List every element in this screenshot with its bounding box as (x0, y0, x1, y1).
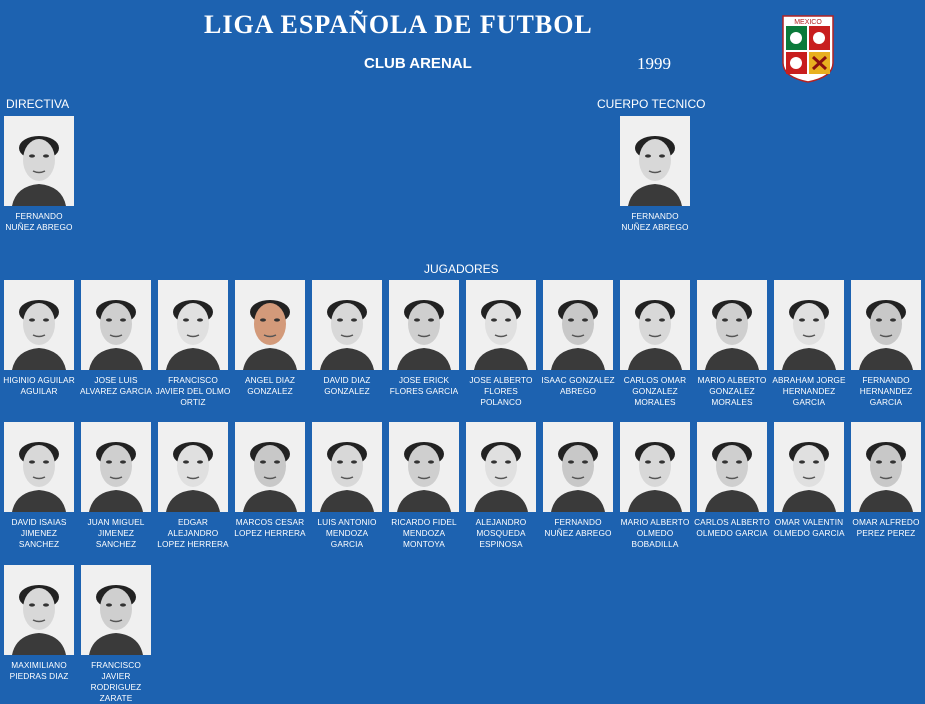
person-card (309, 280, 385, 397)
person-card (771, 280, 847, 408)
player-photo (81, 422, 151, 512)
player-photo (158, 422, 228, 512)
player-photo (851, 422, 921, 512)
person-name: MARCOS CESAR LOPEZ HERRERA (234, 517, 306, 538)
person-card (1, 116, 77, 233)
player-photo (851, 280, 921, 370)
player-photo (235, 280, 305, 370)
player-photo (81, 565, 151, 655)
player-photo (620, 116, 690, 206)
person-card (232, 280, 308, 397)
player-photo (774, 280, 844, 370)
person-name: ANGEL DIAZ GONZALEZ (244, 375, 296, 396)
player-photo (4, 565, 74, 655)
person-card (617, 116, 693, 233)
person-card (386, 422, 462, 550)
person-name: JOSE ALBERTO FLORES POLANCO (469, 375, 533, 407)
person-name: OMAR ALFREDO PEREZ PEREZ (852, 517, 920, 538)
person-name: MARIO ALBERTO OLMEDO BOBADILLA (620, 517, 690, 549)
person-card (78, 422, 154, 550)
person-name: FERNANDO NUÑEZ ABREGO (544, 517, 612, 538)
player-photo (466, 422, 536, 512)
person-name: FRANCISCO JAVIER DEL OLMO ORTIZ (155, 375, 231, 407)
person-card (155, 280, 231, 408)
player-photo (312, 422, 382, 512)
player-photo (620, 422, 690, 512)
player-photo (774, 422, 844, 512)
person-name: FERNANDO HERNANDEZ GARCIA (859, 375, 913, 407)
person-name: JOSE LUIS ALVAREZ GARCIA (79, 375, 153, 396)
player-photo (389, 280, 459, 370)
person-name: JUAN MIGUEL JIMENEZ SANCHEZ (87, 517, 145, 549)
player-photo (4, 422, 74, 512)
person-card (694, 280, 770, 408)
person-card (1, 280, 77, 397)
person-name: MAXIMILIANO PIEDRAS DIAZ (9, 660, 69, 681)
person-card (155, 422, 231, 550)
person-name: FERNANDO NUÑEZ ABREGO (621, 211, 689, 232)
player-photo (697, 280, 767, 370)
person-card (540, 280, 616, 397)
person-card (78, 565, 154, 704)
person-name: DAVID DIAZ GONZALEZ (323, 375, 371, 396)
person-card (617, 422, 693, 550)
person-name: CARLOS ALBERTO OLMEDO GARCIA (694, 517, 770, 538)
season-year: 1999 (637, 54, 671, 73)
person-card (463, 280, 539, 408)
person-card (463, 422, 539, 550)
person-card (771, 422, 847, 539)
player-photo (543, 422, 613, 512)
section-cuerpo-tecnico: CUERPO TECNICO (597, 97, 706, 111)
person-card (78, 280, 154, 397)
person-name: EDGAR ALEJANDRO LOPEZ HERRERA (157, 517, 229, 549)
section-jugadores: JUGADORES (424, 262, 499, 276)
section-directiva: DIRECTIVA (6, 97, 70, 111)
person-card (694, 422, 770, 539)
player-photo (312, 280, 382, 370)
person-name: FRANCISCO JAVIER RODRIGUEZ ZARATE (90, 660, 142, 703)
person-card (232, 422, 308, 539)
person-name: LUIS ANTONIO MENDOZA GARCIA (317, 517, 377, 549)
person-name: RICARDO FIDEL MENDOZA MONTOYA (391, 517, 457, 549)
player-photo (4, 116, 74, 206)
player-photo (466, 280, 536, 370)
person-card (848, 422, 924, 539)
person-card (1, 565, 77, 682)
player-photo (697, 422, 767, 512)
person-card (848, 280, 924, 408)
person-name: MARIO ALBERTO GONZALEZ MORALES (697, 375, 767, 407)
person-name: ABRAHAM JORGE HERNANDEZ GARCIA (772, 375, 846, 407)
person-name: FERNANDO NUÑEZ ABREGO (5, 211, 73, 232)
player-photo (543, 280, 613, 370)
person-card (1, 422, 77, 550)
page-title: LIGA ESPAÑOLA DE FUTBOL (204, 10, 593, 39)
player-photo (81, 280, 151, 370)
player-photo (158, 280, 228, 370)
person-card (617, 280, 693, 408)
person-name: ALEJANDRO MOSQUEDA ESPINOSA (475, 517, 527, 549)
person-name: ISAAC GONZALEZ ABREGO (541, 375, 615, 396)
person-name: JOSE ERICK FLORES GARCIA (389, 375, 459, 396)
club-name: CLUB ARENAL (364, 55, 472, 72)
player-photo (389, 422, 459, 512)
person-name: HIGINIO AGUILAR AGUILAR (3, 375, 75, 396)
person-name: DAVID ISAIAS JIMENEZ SANCHEZ (11, 517, 67, 549)
person-name: OMAR VALENTIN OLMEDO GARCIA (773, 517, 845, 538)
person-card (540, 422, 616, 539)
person-card (386, 280, 462, 397)
player-photo (620, 280, 690, 370)
mexico-crest-icon (782, 15, 834, 83)
player-photo (4, 280, 74, 370)
player-photo (235, 422, 305, 512)
crest-label: MEXICO (794, 19, 822, 26)
person-card (309, 422, 385, 550)
person-name: CARLOS OMAR GONZALEZ MORALES (623, 375, 687, 407)
